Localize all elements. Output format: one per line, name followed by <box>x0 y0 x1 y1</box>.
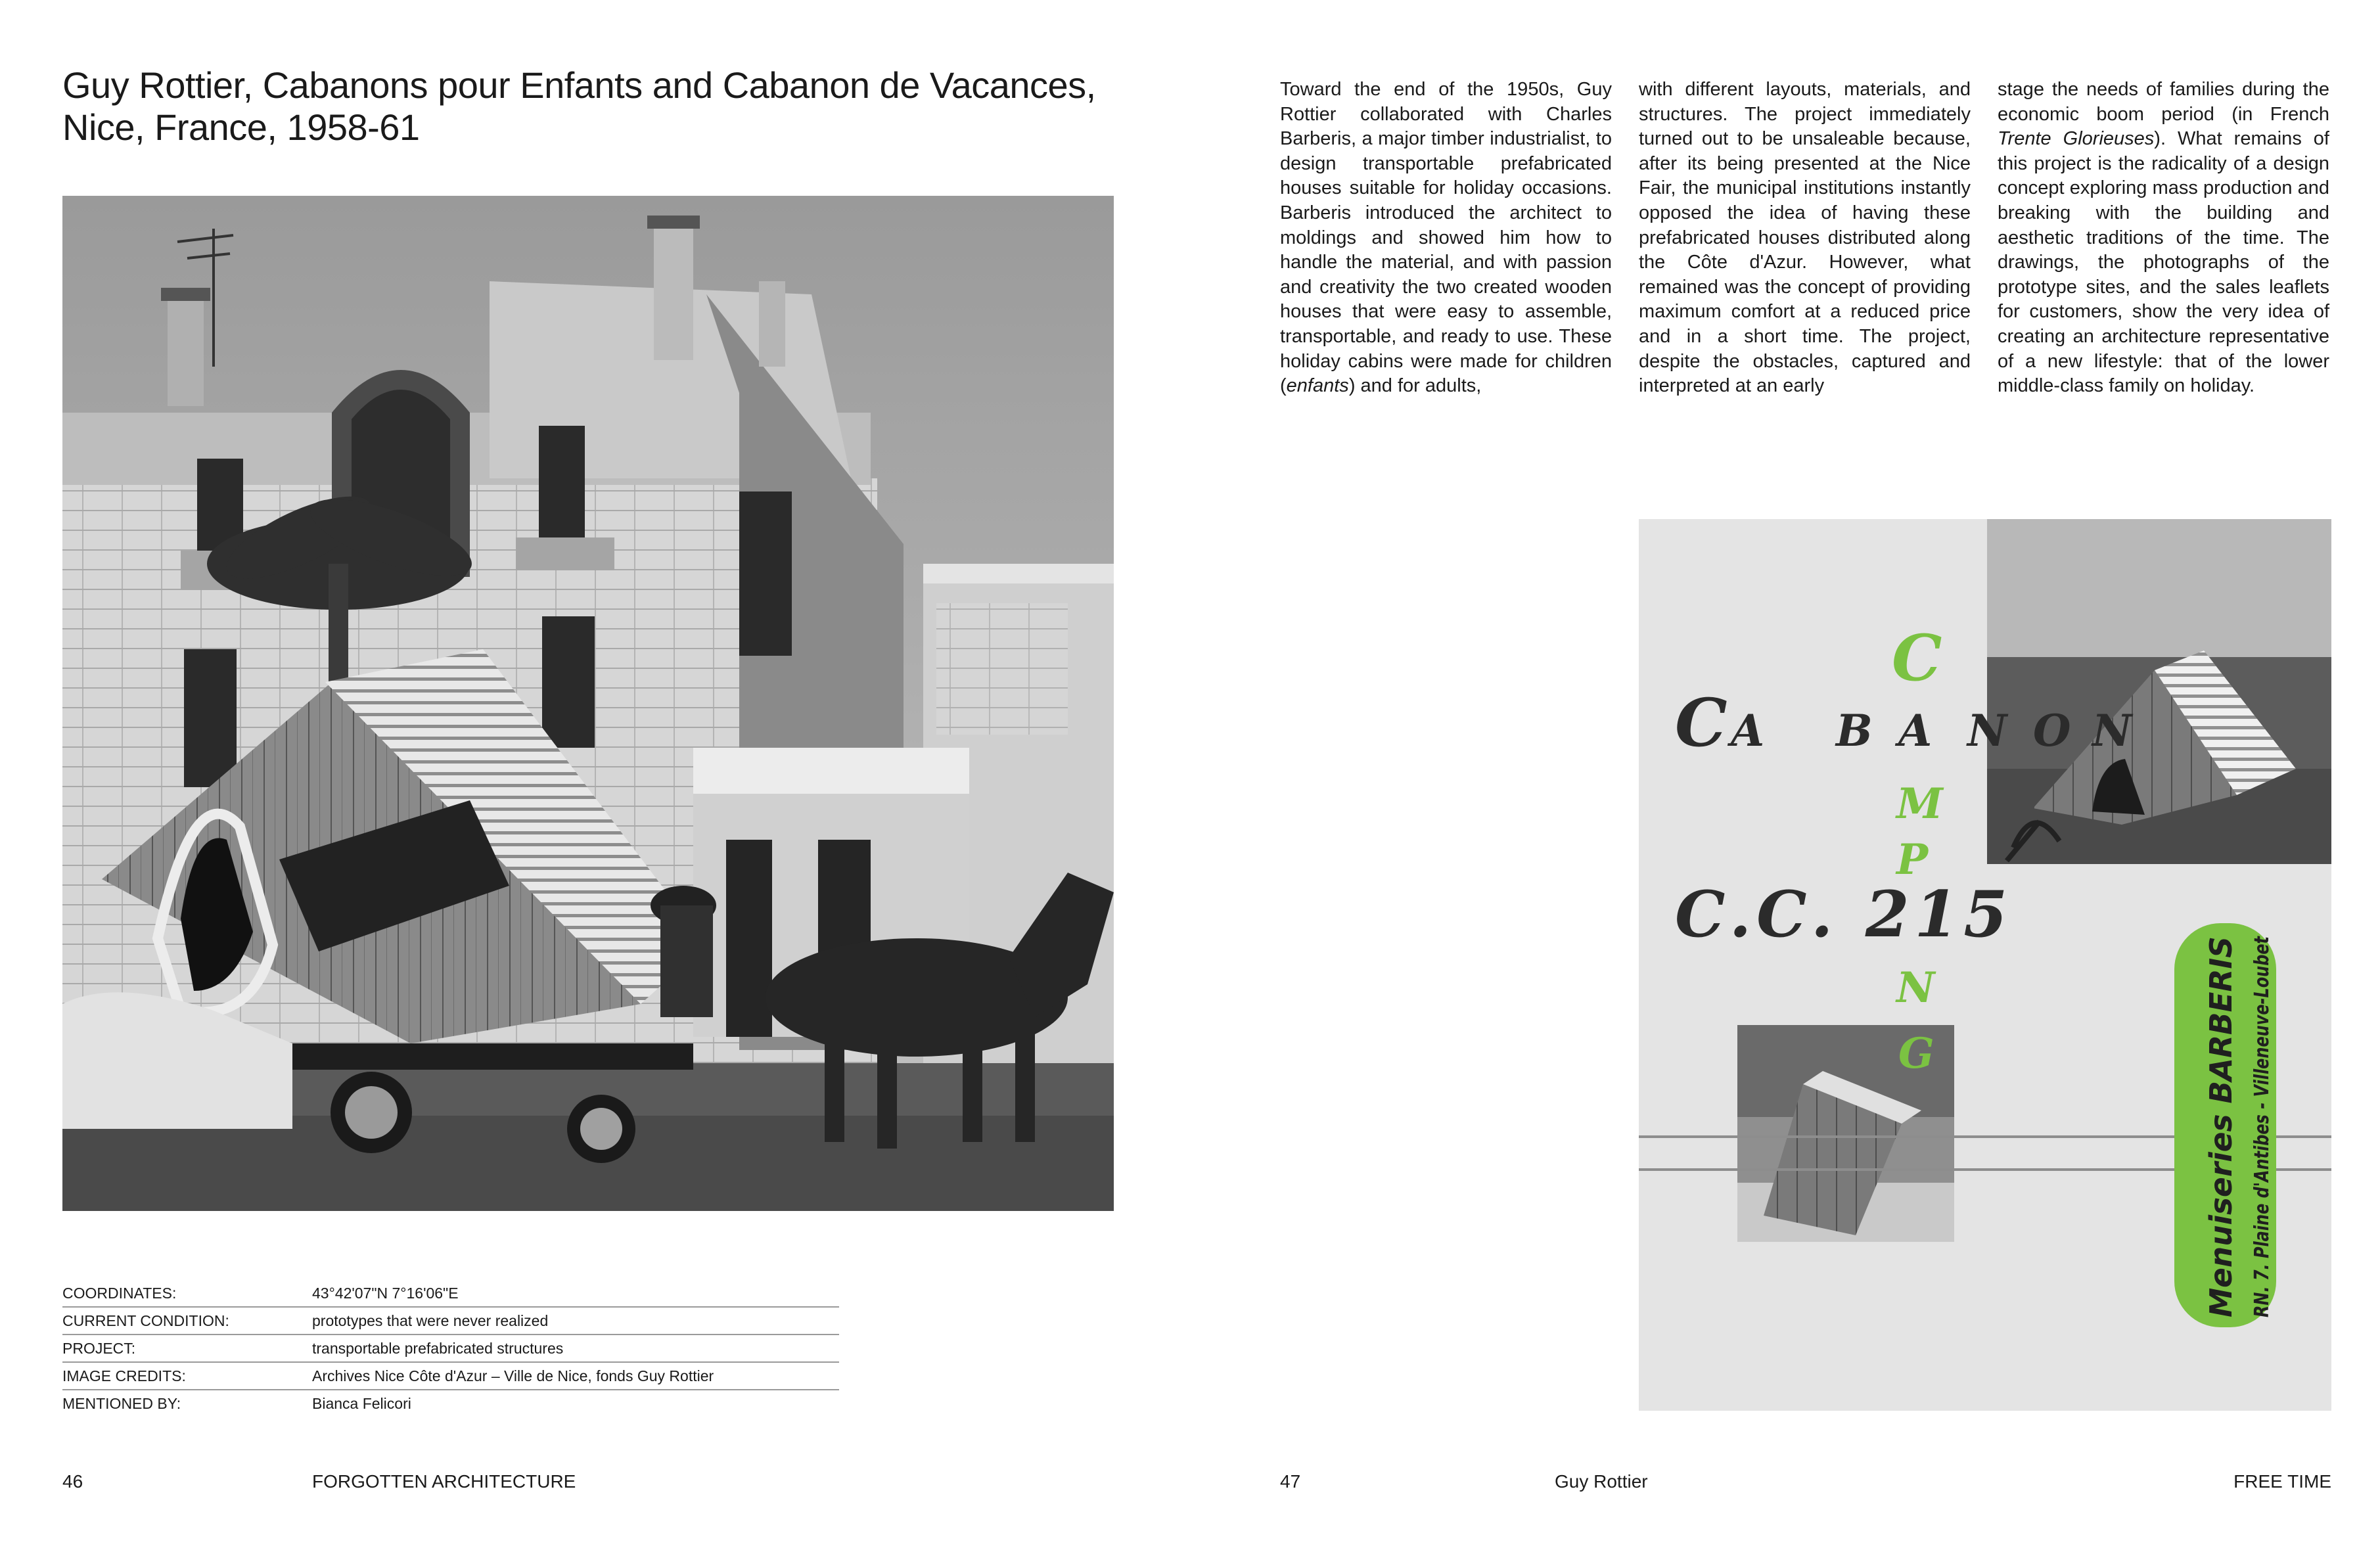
running-head-right: Guy Rottier <box>1555 1471 1648 1492</box>
leaflet-camping-letter: M <box>1896 779 1943 829</box>
info-label: COORDINATES: <box>62 1284 177 1302</box>
leaflet-model-number: C.C. 215 <box>1675 877 2013 951</box>
body-text: ) and for adults, <box>1348 375 1482 397</box>
page-number-right: 47 <box>1280 1471 1301 1492</box>
info-label: CURRENT CONDITION: <box>62 1307 312 1335</box>
leaflet-sign-line-1: Menuiseries BARBERIS <box>2203 930 2239 1317</box>
info-value: 43°42'07"N 7°16'06"E <box>312 1284 459 1302</box>
info-row-credits <box>62 1362 839 1390</box>
info-row-project <box>62 1335 839 1362</box>
leaflet-cabanon-letter: N <box>1967 705 2007 756</box>
body-text: ). What remains of this project is the radicality of a design concept exploring mass production and breaking with the building and aesthetic traditions of the time. The drawings, the photographs of the prototype sites, and the sales leaflets for customers, show the very idea of creating an architecture representative of a new lifestyle: that of the lower middle-class family on holiday. <box>1998 128 2329 397</box>
info-value: Archives Nice Côte d'Azur – Ville de Nice, fonds Guy Rottier <box>312 1362 839 1390</box>
body-text: Toward the end of the 1950s, Guy Rottier collaborated with Charles Barberis, a major timber industrialist, to design transportable prefabricated houses suitable for holiday occasions. Barberis introduced the architect to moldings and showed him how to handle the material, and with passion and creativity the two created wooden houses that were easy to assemble, transportable, and ready to use. These holiday cabins were made for children ( <box>1280 79 1612 397</box>
leaflet-barberis-sign <box>2174 839 2276 1327</box>
info-label: MENTIONED BY: <box>62 1390 312 1417</box>
body-text: stage the needs of families during the economic boom period (in French <box>1998 79 2329 125</box>
leaflet-cabanon-letter: C <box>1675 684 1728 762</box>
project-info-table <box>62 1280 839 1417</box>
photo-illustration <box>62 196 1114 1211</box>
body-column-1 <box>1280 78 1612 399</box>
leaflet-illustration <box>1639 519 2331 1411</box>
leaflet-camping-letter: P <box>1896 835 1929 884</box>
body-emphasis: enfants <box>1286 375 1349 397</box>
leaflet-cabanon-letter: A <box>1898 705 1933 756</box>
info-label: IMAGE CREDITS: <box>62 1362 312 1390</box>
body-emphasis: Trente Glorieuses <box>1998 128 2155 150</box>
info-value: prototypes that were never realized <box>312 1307 839 1335</box>
page-title: Guy Rottier, Cabanons pour Enfants and Cabanon de Vacances, Nice, France, 1958-61 <box>62 64 1096 148</box>
leaflet-camping-letter: G <box>1898 1029 1934 1078</box>
info-value: transportable prefabricated structures <box>312 1335 839 1362</box>
page-number-left: 46 <box>62 1471 83 1492</box>
info-value: Bianca Felicori <box>312 1390 839 1417</box>
leaflet-camping-letter: C <box>1892 621 1942 695</box>
leaflet-photo-top <box>1987 519 2331 864</box>
info-row-mentioned-by <box>62 1390 839 1417</box>
body-column-2: with different layouts, materials, and structures. The project immediately turned out to be unsaleable because, after its being presented at the Nice Fair, the municipal institutions instantly opposed the idea of having these prefabricated houses distributed along the Côte d'Azur. However, what remained was the concept of providing maximum comfort at a reduced price and in a short time. The project, despite the obstacles, captured and interpreted at an early <box>1639 79 1971 397</box>
running-head-left: FORGOTTEN ARCHITECTURE <box>312 1471 576 1492</box>
leaflet-cabanon-letter: B <box>1836 705 1873 756</box>
info-row-condition <box>62 1307 839 1335</box>
leaflet-cabanon-letter: N <box>2092 705 2132 756</box>
leaflet-cabanon-letter: O <box>2033 705 2071 756</box>
body-column-3 <box>1998 78 2329 399</box>
leaflet-sign-line-2: RN. 7. Plaine d'Antibes - Villeneuve-Loubet <box>2251 839 2274 1317</box>
info-label: PROJECT: <box>62 1335 312 1362</box>
photo-cabin-transport <box>62 196 1114 1211</box>
leaflet-cabanon-letter: A <box>1731 705 1765 756</box>
info-row-coordinates <box>62 1280 839 1307</box>
sales-leaflet-image <box>1639 519 2331 1411</box>
leaflet-camping-letter: N <box>1896 963 1935 1013</box>
section-label: FREE TIME <box>2233 1471 2331 1492</box>
